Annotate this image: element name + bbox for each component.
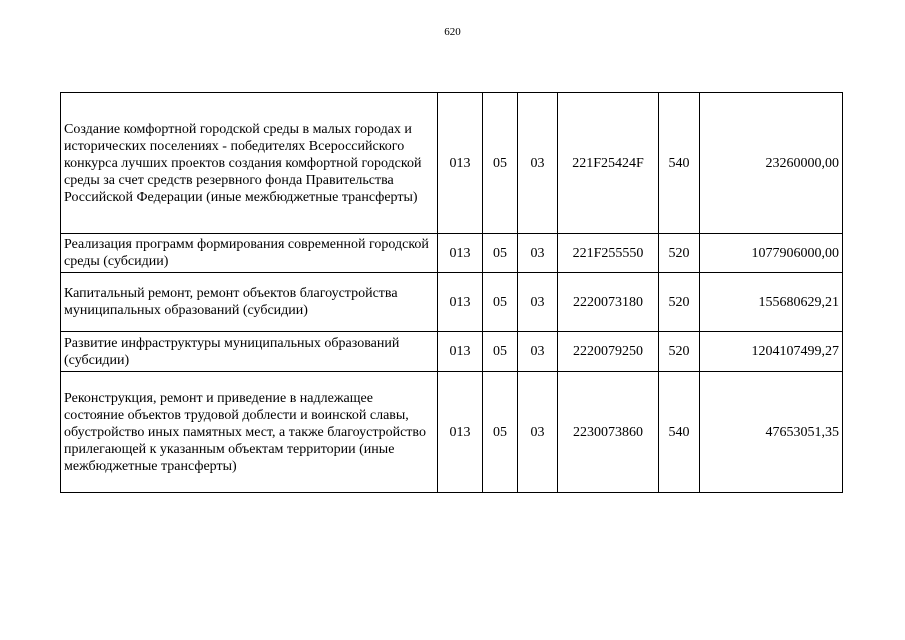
expense-type-code: 520	[659, 234, 700, 273]
ministry-code: 013	[438, 234, 483, 273]
target-article-code: 2220079250	[558, 332, 659, 372]
section-code: 05	[483, 234, 518, 273]
row-description: Реализация программ формирования современной городской среды (субсидии)	[61, 234, 438, 273]
subsection-code: 03	[518, 234, 558, 273]
ministry-code: 013	[438, 273, 483, 332]
subsection-code: 03	[518, 93, 558, 234]
row-description: Капитальный ремонт, ремонт объектов благоустройства муниципальных образований (субсидии)	[61, 273, 438, 332]
expense-type-code: 540	[659, 93, 700, 234]
expense-type-code: 540	[659, 372, 700, 493]
table-row	[61, 372, 843, 493]
amount-value: 23260000,00	[700, 93, 843, 234]
target-article-code: 221F25424F	[558, 93, 659, 234]
ministry-code: 013	[438, 93, 483, 234]
ministry-code: 013	[438, 372, 483, 493]
expense-type-code: 520	[659, 273, 700, 332]
row-description: Реконструкция, ремонт и приведение в надлежащее состояние объектов трудовой доблести и воинской славы, обустройство иных памятных мест, а также благоустройство прилегающей к указанным объектам территории (иные межбюджетные трансферты)	[61, 372, 438, 493]
target-article-code: 2220073180	[558, 273, 659, 332]
section-code: 05	[483, 93, 518, 234]
page-number: 620	[444, 26, 461, 38]
amount-value: 1077906000,00	[700, 234, 843, 273]
table-row	[61, 234, 843, 273]
target-article-code: 2230073860	[558, 372, 659, 493]
target-article-code: 221F255550	[558, 234, 659, 273]
section-code: 05	[483, 332, 518, 372]
section-code: 05	[483, 273, 518, 332]
section-code: 05	[483, 372, 518, 493]
amount-value: 47653051,35	[700, 372, 843, 493]
table-row	[61, 332, 843, 372]
row-description: Создание комфортной городской среды в малых городах и исторических поселениях - победителях Всероссийского конкурса лучших проектов создания комфортной городской среды за счет средств резервного фонда Правительства Российской Федерации (иные межбюджетные трансферты)	[61, 93, 438, 234]
amount-value: 155680629,21	[700, 273, 843, 332]
ministry-code: 013	[438, 332, 483, 372]
amount-value: 1204107499,27	[700, 332, 843, 372]
subsection-code: 03	[518, 372, 558, 493]
table-row	[61, 273, 843, 332]
budget-table	[60, 92, 843, 493]
row-description: Развитие инфраструктуры муниципальных образований (субсидии)	[61, 332, 438, 372]
expense-type-code: 520	[659, 332, 700, 372]
subsection-code: 03	[518, 332, 558, 372]
table-row	[61, 93, 843, 234]
subsection-code: 03	[518, 273, 558, 332]
